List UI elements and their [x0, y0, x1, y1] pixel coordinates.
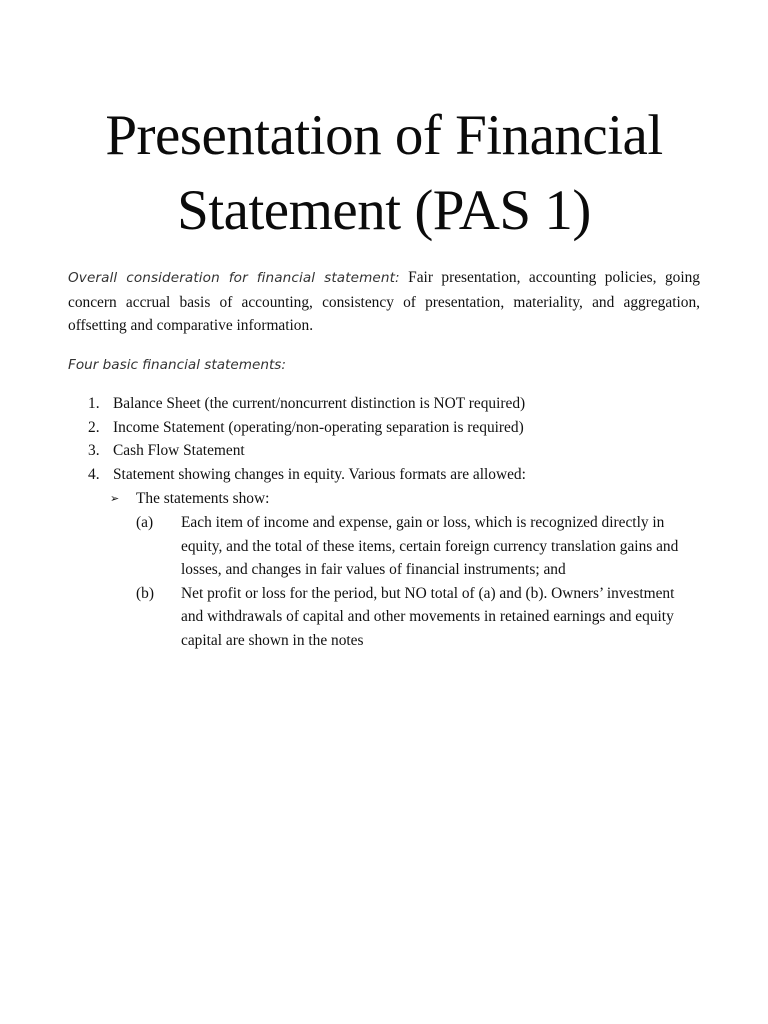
sub-item-a — [136, 511, 696, 582]
title-line-1: Presentation of Financial — [105, 104, 663, 167]
list-number: 3. — [88, 442, 100, 459]
list-item-text: Balance Sheet (the current/noncurrent distinction is NOT required) — [113, 395, 526, 412]
sub-item-b — [136, 582, 696, 653]
intro-text: Fair presentation, accounting policies, going concern accrual basis of accounting, consistency of presentation, materiality, and aggregation, offsetting and comparative information. — [68, 269, 700, 334]
title-line-2: Statement (PAS 1) — [177, 179, 591, 242]
arrow-bullet-icon: ➢ — [110, 493, 120, 505]
page-title — [40, 98, 728, 248]
list-item-text: Statement showing changes in equity. Various formats are allowed: — [113, 465, 526, 483]
list-item — [68, 416, 708, 440]
list-number: 2. — [88, 418, 100, 436]
sub-bullet-text: The statements show: — [136, 490, 270, 507]
statements-list — [68, 392, 708, 486]
list-number: 4. — [88, 465, 100, 483]
list-item — [68, 439, 708, 463]
statements-heading: Four basic financial statements: — [68, 357, 286, 373]
list-number: 1. — [88, 395, 100, 412]
intro-paragraph — [68, 266, 700, 338]
list-item — [68, 392, 708, 416]
sub-item-text: Each item of income and expense, gain or loss, which is recognized directly in equity, and the total of these items, certain foreign currency translation gains and losses, and changes in fair values of financial instruments; and — [181, 514, 679, 578]
sub-item-text: Net profit or loss for the period, but NO total of (a) and (b). Owners’ investment and withdrawals of capital and other movements in retained earnings and equity capital are shown in the notes — [181, 584, 675, 649]
sub-bullet — [110, 487, 269, 512]
list-item-text: Cash Flow Statement — [113, 442, 245, 459]
intro-lead: Overall consideration for financial statement: — [68, 270, 400, 286]
list-item — [68, 463, 708, 487]
list-item-text: Income Statement (operating/non-operating separation is required) — [113, 418, 524, 436]
sub-item-tag: (a) — [136, 514, 154, 531]
sub-item-tag: (b) — [136, 584, 154, 602]
sub-items — [136, 511, 696, 652]
